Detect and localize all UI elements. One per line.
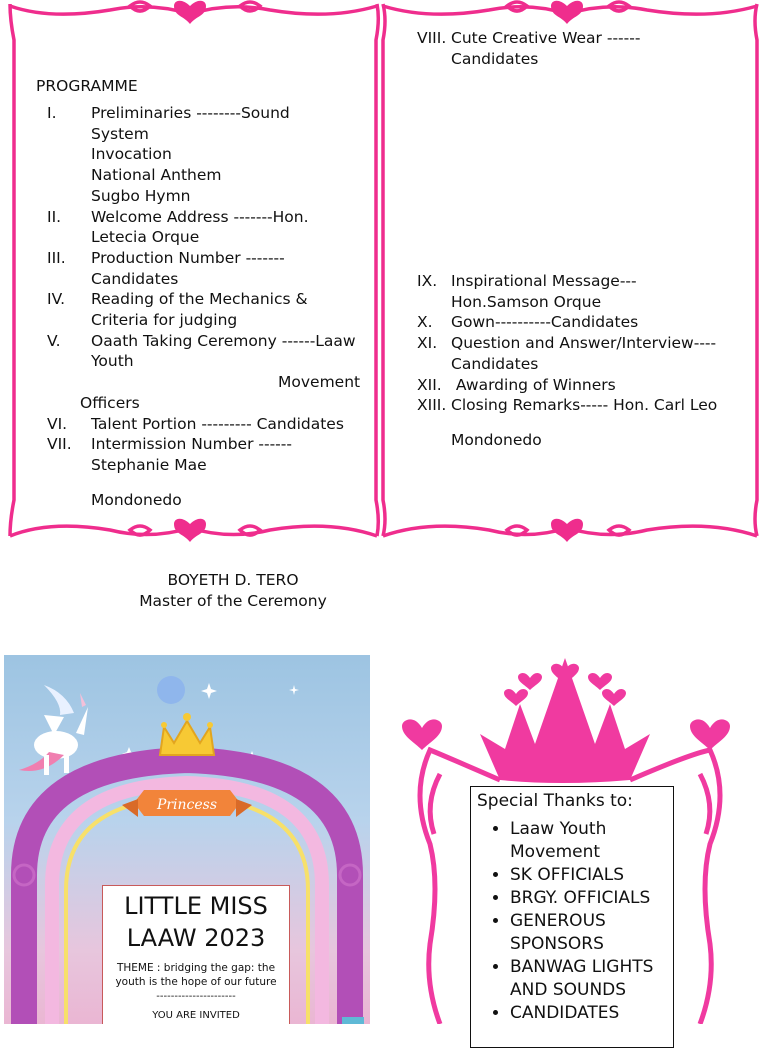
item-text: Question and Answer/Interview---- <box>451 334 717 353</box>
programme-item-3 <box>47 248 367 289</box>
item-text-continuation: Officers <box>80 393 140 412</box>
flyer-title-line1: LITTLE MISS <box>124 892 268 920</box>
thanks-item: • SK OFFICIALS <box>510 864 673 887</box>
programme-item-8 <box>417 28 747 69</box>
item-number: XIII. <box>417 396 447 415</box>
thanks-item: • BANWAG LIGHTS AND SOUNDS <box>510 956 673 1002</box>
flyer-title-line2: LAAW 2023 <box>126 924 266 952</box>
flyer-cover <box>4 655 370 1024</box>
thanks-item: • CANDIDATES <box>510 1002 673 1025</box>
programme-list-right-top <box>417 28 747 69</box>
item-text: Candidates <box>451 49 539 68</box>
item-text: National Anthem <box>91 166 222 185</box>
item-number: XI. <box>417 334 438 353</box>
item-text: Stephanie Mae <box>91 455 207 474</box>
item-text: Candidates <box>91 269 179 288</box>
item-text: Preliminaries --------Sound <box>91 104 290 122</box>
flyer-banner-text: Princess <box>156 797 218 813</box>
mc-name: BOYETH D. TERO <box>167 571 299 589</box>
programme-item-9 <box>417 271 757 312</box>
item-number: VII. <box>47 435 72 454</box>
item-text: Candidates <box>451 354 539 373</box>
item-text: Reading of the Mechanics & <box>91 290 308 309</box>
special-thanks-list <box>471 818 673 1025</box>
item-text: Hon.Samson Orque <box>451 292 602 311</box>
item-number: IV. <box>47 290 66 309</box>
programme-item-4 <box>47 289 367 330</box>
item-text: Awarding of Winners <box>451 375 616 394</box>
programme-item-5 <box>47 331 367 414</box>
item-number: VI. <box>47 414 68 433</box>
programme-item-11 <box>417 333 757 374</box>
item-text: Sugbo Hymn <box>91 186 191 205</box>
special-thanks-heading: Special Thanks to: <box>477 791 633 811</box>
item-number: I. <box>47 104 57 122</box>
flyer-divider: ---------------------- <box>156 991 236 1002</box>
thanks-item: • Laaw Youth Movement <box>510 818 673 864</box>
item-number: IX. <box>417 272 438 290</box>
programme-item-6 <box>47 414 367 435</box>
item-text-trailing: Mondonedo <box>451 430 542 449</box>
item-number: III. <box>47 248 66 267</box>
item-text: Closing Remarks----- Hon. Carl Leo <box>451 396 718 415</box>
item-number: XII. <box>417 375 442 394</box>
programme-title: PROGRAMME <box>36 77 138 95</box>
programme-item-7 <box>47 434 367 510</box>
item-text: Oaath Taking Ceremony ------Laaw <box>91 331 356 350</box>
item-number: V. <box>47 331 61 350</box>
programme-list-left <box>47 103 367 510</box>
item-text: Letecia Orque <box>91 228 200 247</box>
thanks-item: • BRGY. OFFICIALS <box>510 887 673 910</box>
item-text: Youth <box>91 352 134 371</box>
flyer-theme: THEME : bridging the gap: the youth is the hope of our future <box>115 962 277 988</box>
item-number: II. <box>47 207 62 226</box>
item-text-continuation: Movement <box>278 373 361 392</box>
item-text: Cute Creative Wear ------ <box>451 29 641 47</box>
item-text-trailing: Mondonedo <box>91 490 182 509</box>
item-text: Inspirational Message--- <box>451 272 637 290</box>
flyer-invite: YOU ARE INVITED <box>152 1010 240 1021</box>
mc-role: Master of the Ceremony <box>139 592 327 610</box>
special-thanks-box <box>470 786 674 1048</box>
item-text: Talent Portion --------- Candidates <box>91 414 344 433</box>
item-text: Welcome Address -------Hon. <box>91 207 309 226</box>
programme-item-10 <box>417 312 757 333</box>
item-number: X. <box>417 313 433 332</box>
programme-item-2 <box>47 207 367 248</box>
programme-item-13 <box>417 395 757 450</box>
item-number: VIII. <box>417 29 447 47</box>
programme-item-1 <box>47 103 367 207</box>
item-text: Criteria for judging <box>91 311 238 330</box>
thanks-item: • GENEROUS SPONSORS <box>510 910 673 956</box>
item-text: Production Number ------- <box>91 248 285 267</box>
programme-item-12 <box>417 375 757 396</box>
item-text: Gown----------Candidates <box>451 313 639 332</box>
item-text: System <box>91 124 149 143</box>
programme-list-right <box>417 271 757 451</box>
item-text: Intermission Number ------ <box>91 435 292 454</box>
flyer-title-card <box>102 885 290 1024</box>
item-text: Invocation <box>91 145 172 164</box>
